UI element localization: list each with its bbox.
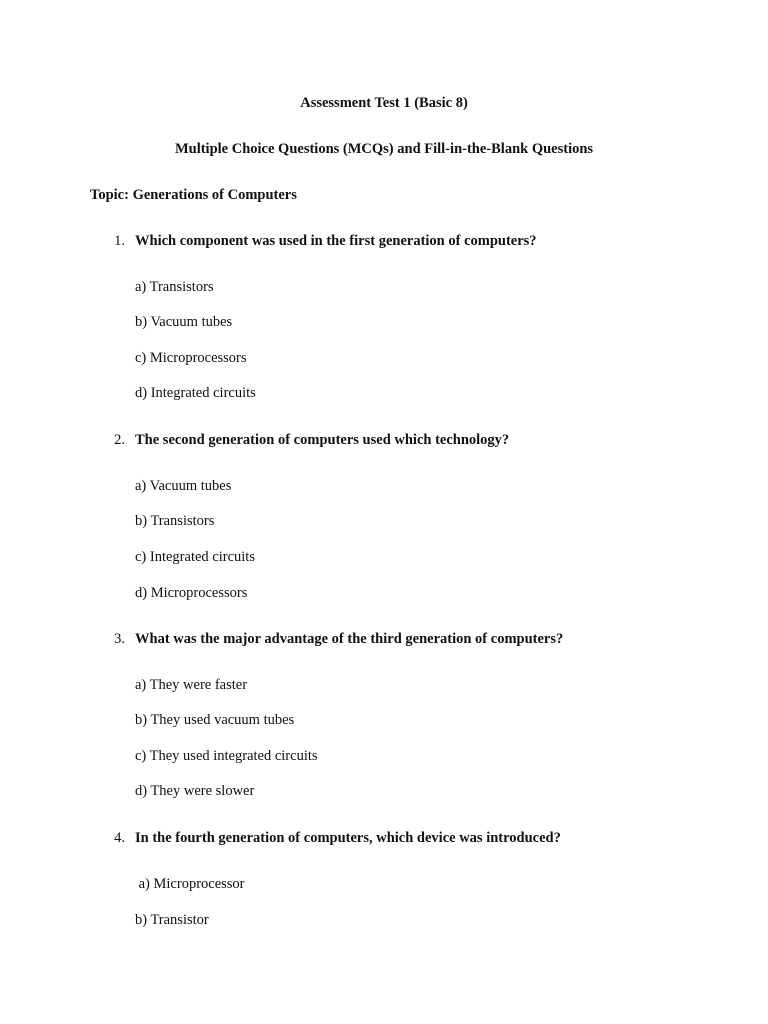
question-text: What was the major advantage of the third generation of computers? <box>135 631 564 647</box>
question-text: The second generation of computers used which technology? <box>135 432 510 448</box>
option-a: a) Vacuum tubes <box>135 478 232 494</box>
option-b: b) Vacuum tubes <box>135 314 233 330</box>
document-subtitle: Multiple Choice Questions (MCQs) and Fill-in-the-Blank Questions <box>174 141 594 157</box>
question-number: 3. <box>114 631 125 647</box>
option-b: b) Transistors <box>135 513 215 529</box>
option-c: c) Integrated circuits <box>135 549 255 565</box>
question-number: 1. <box>114 233 125 249</box>
document-title: Assessment Test 1 (Basic 8) <box>300 95 468 111</box>
question-number: 2. <box>114 432 125 448</box>
option-a: a) They were faster <box>135 677 248 693</box>
question-number: 4. <box>114 830 125 846</box>
option-a: a) Transistors <box>135 279 214 295</box>
option-d: d) Microprocessors <box>135 585 248 601</box>
option-c: c) Microprocessors <box>135 350 247 366</box>
question-text: Which component was used in the first generation of computers? <box>135 233 537 249</box>
topic-heading: Topic: Generations of Computers <box>90 187 297 203</box>
option-b: b) Transistor <box>135 912 209 928</box>
option-c: c) They used integrated circuits <box>135 748 318 764</box>
option-d: d) Integrated circuits <box>135 385 256 401</box>
option-a: a) Microprocessor <box>135 876 245 892</box>
question-text: In the fourth generation of computers, which device was introduced? <box>135 830 561 846</box>
option-d: d) They were slower <box>135 783 255 799</box>
option-b: b) They used vacuum tubes <box>135 712 295 728</box>
